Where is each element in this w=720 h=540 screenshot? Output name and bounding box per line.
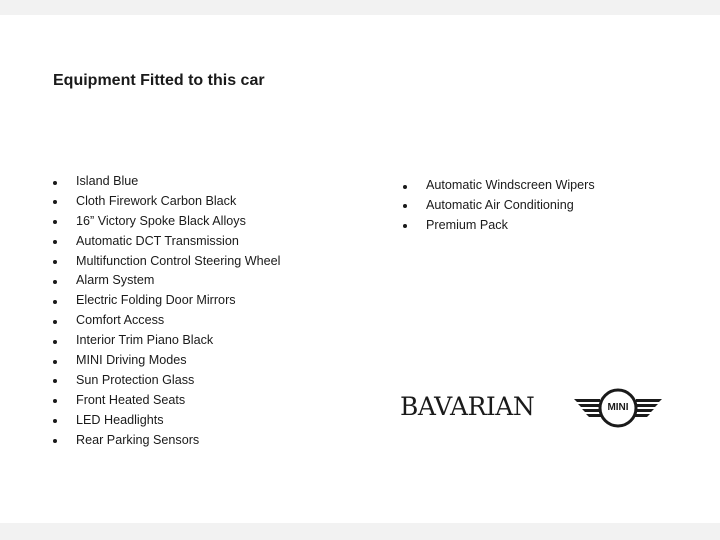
bullet-icon [53, 220, 57, 224]
dealer-logo-text: BAVARIAN [400, 392, 535, 421]
list-item-label: Cloth Firework Carbon Black [76, 193, 237, 208]
equipment-list-right [403, 176, 595, 236]
list-item-label: Comfort Access [76, 313, 165, 328]
list-item [53, 371, 280, 391]
list-item [53, 232, 280, 252]
equipment-page [0, 15, 720, 523]
list-item [53, 271, 280, 291]
list-item-label: Multifunction Control Steering Wheel [76, 253, 281, 268]
list-item-label: Sun Protection Glass [76, 372, 195, 387]
bullet-icon [53, 320, 57, 324]
bullet-icon [53, 200, 57, 204]
page-title: Equipment Fitted to this car [53, 72, 265, 89]
list-item [53, 252, 280, 272]
bullet-icon [53, 379, 57, 383]
list-item-label: MINI Driving Modes [76, 353, 187, 368]
bullet-icon [53, 360, 57, 364]
list-item [403, 216, 595, 236]
list-item-label: Electric Folding Door Mirrors [76, 293, 236, 308]
list-item [403, 196, 595, 216]
bullet-icon [403, 224, 407, 228]
bullet-icon [53, 181, 57, 185]
dealer-branding [400, 385, 670, 431]
bullet-icon [53, 419, 57, 423]
list-item-label: Premium Pack [426, 217, 508, 232]
list-item [53, 391, 280, 411]
list-item [403, 176, 595, 196]
list-item-label: Automatic DCT Transmission [76, 233, 239, 248]
mini-logo-text: MINI [607, 402, 629, 413]
bullet-icon [53, 280, 57, 284]
list-item [53, 351, 280, 371]
list-item-label: Rear Parking Sensors [76, 432, 200, 447]
list-item-label: 16” Victory Spoke Black Alloys [76, 213, 246, 228]
bullet-icon [53, 260, 57, 264]
bullet-icon [53, 300, 57, 304]
list-item-label: Alarm System [76, 273, 155, 288]
bullet-icon [53, 240, 57, 244]
list-item-label: Interior Trim Piano Black [76, 333, 214, 348]
bullet-icon [403, 204, 407, 208]
bullet-icon [53, 399, 57, 403]
list-item [53, 192, 280, 212]
list-item [53, 431, 280, 451]
list-item-label: Island Blue [76, 174, 139, 188]
bullet-icon [403, 185, 407, 189]
list-item [53, 172, 280, 192]
list-item-label: LED Headlights [76, 412, 164, 427]
bullet-icon [53, 340, 57, 344]
list-item [53, 311, 280, 331]
list-item [53, 291, 280, 311]
list-item-label: Front Heated Seats [76, 392, 186, 407]
list-item [53, 411, 280, 431]
mini-wings-logo-icon [572, 385, 664, 431]
equipment-list-left [53, 172, 280, 450]
bullet-icon [53, 439, 57, 443]
list-item [53, 212, 280, 232]
list-item [53, 331, 280, 351]
list-item-label: Automatic Windscreen Wipers [426, 178, 595, 192]
list-item-label: Automatic Air Conditioning [426, 197, 574, 212]
